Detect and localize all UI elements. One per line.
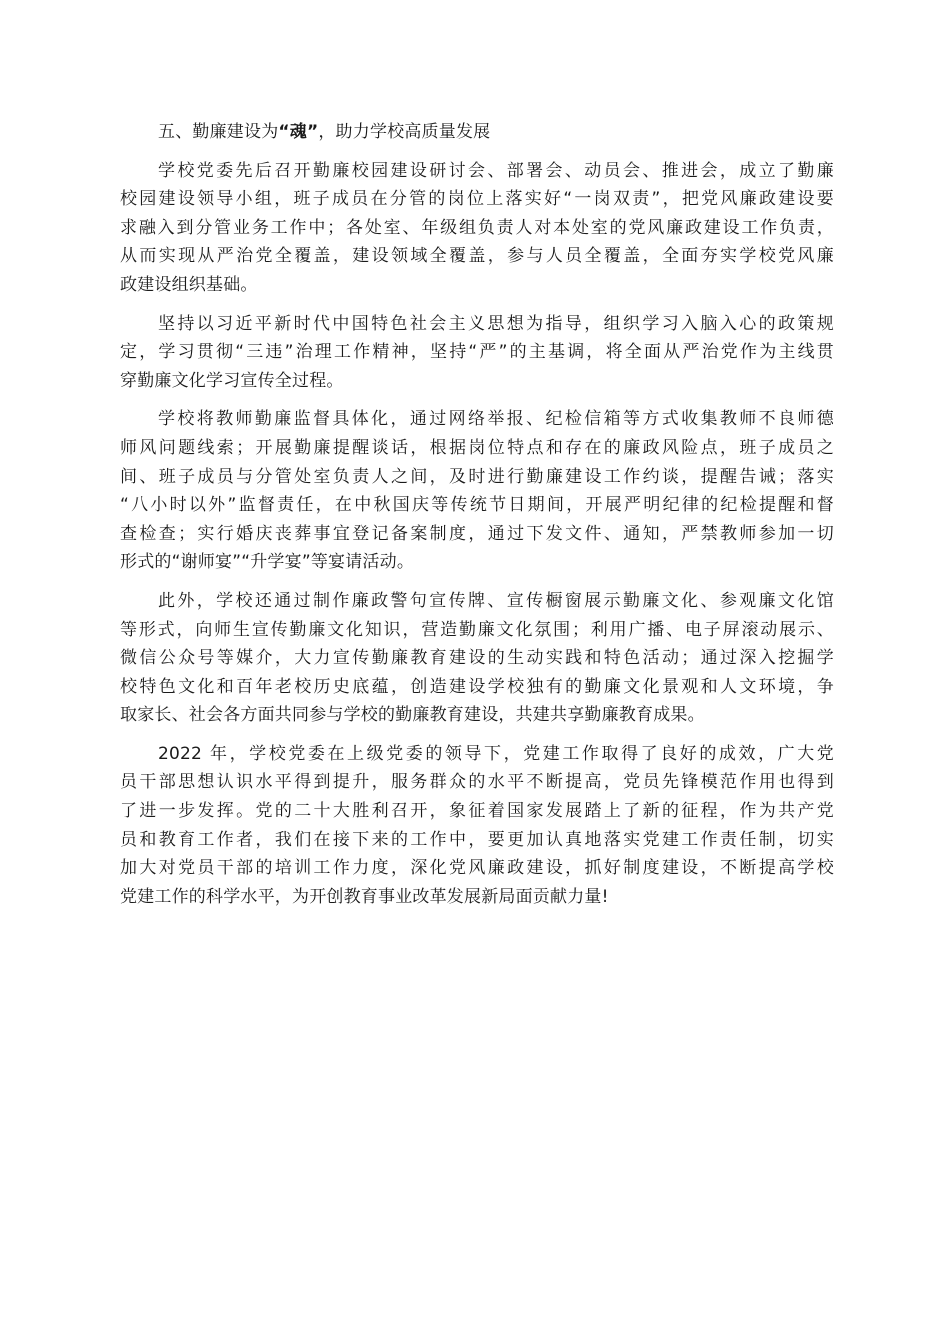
paragraph-line: 坚持以习近平新时代中国特色社会主义思想为指导，组织学习入脑入心的政策规 [158, 313, 834, 334]
paragraph-line: “八小时以外”监督责任，在中秋国庆等传统节日期间，开展严明纪律的纪检提醒和督 [120, 495, 834, 516]
paragraph-3 [120, 405, 834, 577]
paragraph-line: 师风问题线索；开展勤廉提醒谈话，根据岗位特点和存在的廉政风险点，班子成员之 [120, 437, 834, 458]
paragraph-line: 从而实现从严治党全覆盖，建设领域全覆盖，参与人员全覆盖，全面夯实学校党风廉 [120, 246, 834, 267]
paragraph-line: 此外，学校还通过制作廉政警句宣传牌、宣传橱窗展示勤廉文化、参观廉文化馆 [158, 590, 834, 611]
paragraph-line: 查检查；实行婚庆丧葬事宜登记备案制度，通过下发文件、通知，严禁教师参加一切 [120, 523, 834, 544]
paragraph-line: 校特色文化和百年老校历史底蕴，创造建设学校独有的勤廉文化景观和人文环境，争 [120, 676, 834, 697]
section-heading [120, 118, 834, 147]
paragraph-line: 党建工作的科学水平，为开创教育事业改革发展新局面贡献力量! [120, 886, 609, 907]
paragraph-line: 了进一步发挥。党的二十大胜利召开，象征着国家发展踏上了新的征程，作为共产党 [120, 801, 834, 822]
paragraph-line: 校园建设领导小组，班子成员在分管的岗位上落实好“一岗双责”，把党风廉政建设要 [120, 189, 834, 210]
paragraph-line: 学校党委先后召开勤廉校园建设研讨会、部署会、动员会、推进会，成立了勤廉 [158, 160, 834, 181]
paragraph-line: 穿勤廉文化学习宣传全过程。 [120, 370, 344, 391]
paragraph-line: 加大对党员干部的培训工作力度，深化党风廉政建设，抓好制度建设，不断提高学校 [120, 858, 834, 879]
paragraph-line: 求融入到分管业务工作中；各处室、年级组负责人对本处室的党风廉政建设工作负责， [120, 217, 834, 238]
paragraph-line: 员干部思想认识水平得到提升，服务群众的水平不断提高，党员先锋模范作用也得到 [120, 772, 834, 793]
paragraph-2 [120, 310, 834, 396]
paragraph-line: 2022 年，学校党委在上级党委的领导下，党建工作取得了良好的成效，广大党 [158, 743, 834, 764]
paragraph-line: 学校将教师勤廉监督具体化，通过网络举报、纪检信箱等方式收集教师不良师德 [158, 409, 834, 430]
heading-quote: “魂” [278, 122, 319, 142]
paragraph-line: 微信公众号等媒介，大力宣传勤廉教育建设的生动实践和特色活动；通过深入挖掘学 [120, 648, 834, 669]
paragraph-line: 定，学习贯彻“三违”治理工作精神，坚持“严”的主基调，将全面从严治党作为主线贯 [120, 342, 834, 363]
paragraph-1 [120, 157, 834, 300]
document-body [120, 118, 834, 921]
paragraph-line: 取家长、社会各方面共同参与学校的勤廉教育建设，共建共享勤廉教育成果。 [120, 705, 705, 726]
heading-text-before: 五、勤廉建设为 [158, 122, 279, 142]
paragraph-line: 间、班子成员与分管处室负责人之间，及时进行勤廉建设工作约谈，提醒告诫；落实 [120, 466, 834, 487]
paragraph-line: 政建设组织基础。 [120, 274, 258, 295]
paragraph-line: 员和教育工作者，我们在接下来的工作中，要更加认真地落实党建工作责任制，切实 [120, 829, 834, 850]
paragraph-line: 等形式，向师生宣传勤廉文化知识，营造勤廉文化氛围；利用广播、电子屏滚动展示、 [120, 619, 834, 640]
paragraph-5 [120, 740, 834, 912]
heading-text-after: ，助力学校高质量发展 [318, 122, 491, 142]
paragraph-line: 形式的“谢师宴”“升学宴”等宴请活动。 [120, 552, 415, 573]
paragraph-4 [120, 587, 834, 730]
